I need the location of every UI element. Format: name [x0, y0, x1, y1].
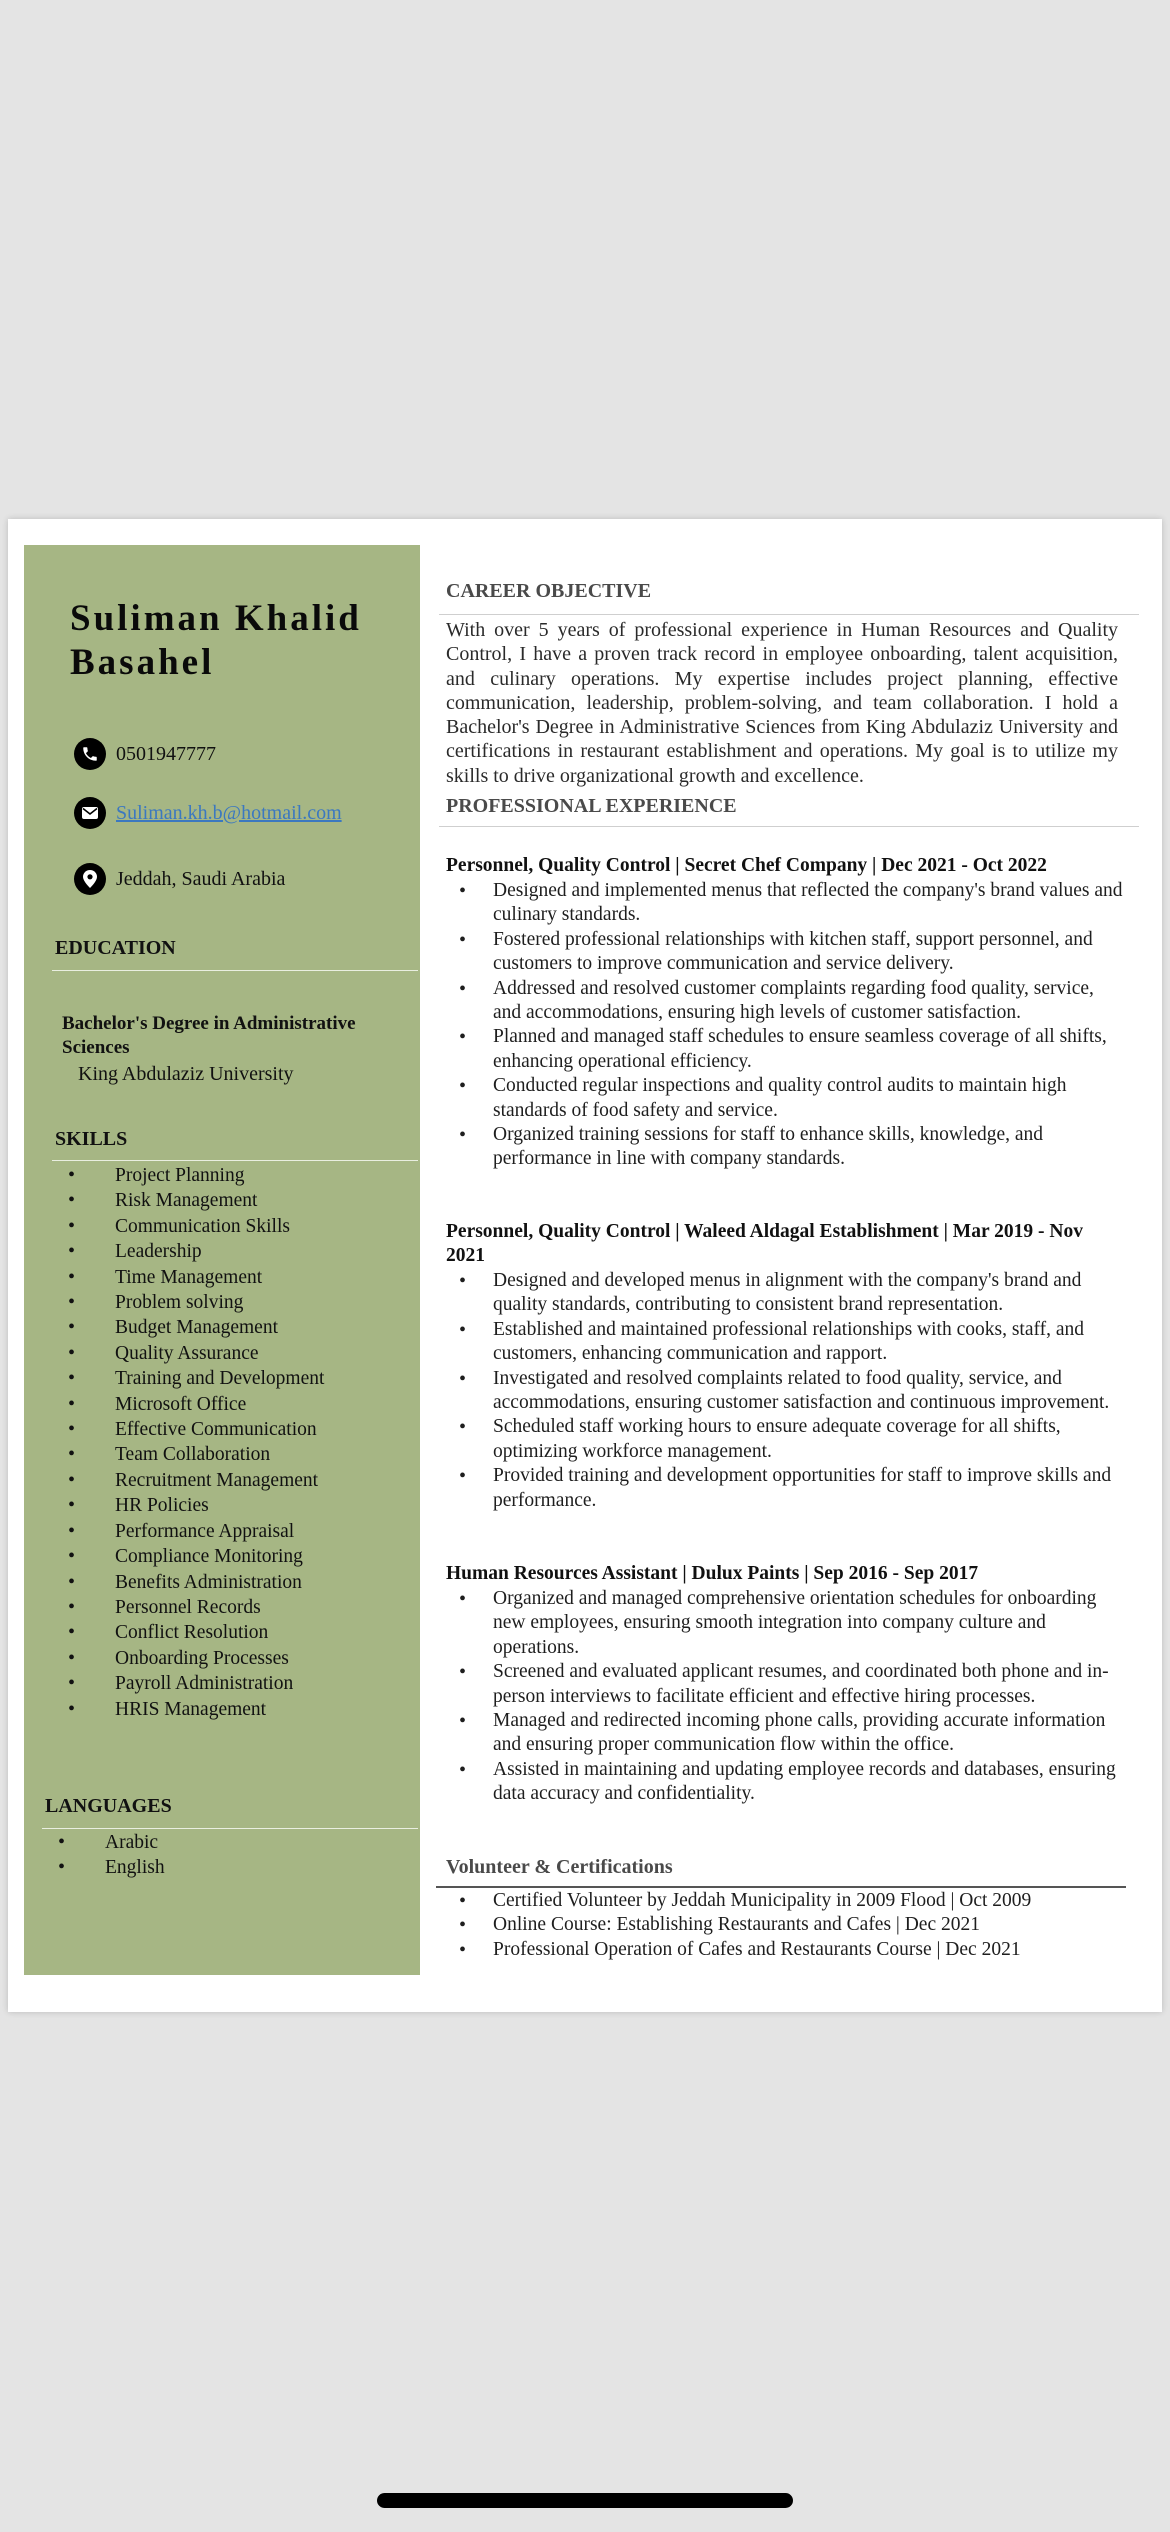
skills-heading: SKILLS [55, 1128, 128, 1150]
job-title: Human Resources Assistant | Dulux Paints | Sep 2016 - Sep 2017 [446, 1563, 979, 1584]
contact-phone [74, 738, 216, 770]
skill-item: • Compliance Monitoring [68, 1544, 324, 1569]
skill-item: • Problem solving [68, 1290, 324, 1315]
skill-item: • Payroll Administration [68, 1671, 324, 1696]
professional-experience-divider [439, 826, 1139, 827]
career-objective-heading: CAREER OBJECTIVE [446, 580, 652, 602]
job-bullet: • Provided training and development opportunities for staff to improve skills and performance. [446, 1464, 1126, 1513]
candidate-name: Suliman Khalid Basahel [70, 598, 362, 683]
email-link[interactable]: Suliman.kh.b@hotmail.com [116, 801, 342, 824]
map-pin-icon [74, 863, 106, 895]
job-bullet: • Organized and managed comprehensive orientation schedules for onboarding new employees, ensuring smooth integration into company culture and operations. [446, 1587, 1126, 1660]
language-item: • Arabic [58, 1830, 165, 1855]
skill-item: • HR Policies [68, 1493, 324, 1518]
job-bullets [446, 1269, 1126, 1513]
skill-item: • Team Collaboration [68, 1442, 324, 1467]
volunteer-divider [436, 1886, 1126, 1888]
languages-divider [42, 1828, 418, 1829]
job-bullets [446, 1587, 1126, 1807]
job-bullet: • Fostered professional relationships with kitchen staff, support personnel, and customers to improve communication and service delivery. [446, 928, 1126, 977]
skill-item: • Conflict Resolution [68, 1620, 324, 1645]
career-objective-text: With over 5 years of professional experience in Human Resources and Quality Control, I have a proven track record in employee onboarding, talent acquisition, and culinary operations. My expertise includes project planning, effective communication, leadership, problem-solving, and team collaboration. I hold a Bachelor's Degree in Administrative Sciences from King Abdulaziz University and certifications in restaurant establishment and operations. My goal is to utilize my skills to drive organizational growth and excellence. [446, 619, 1118, 787]
skill-item: • HRIS Management [68, 1697, 324, 1722]
skill-item: • Effective Communication [68, 1417, 324, 1442]
skills-list [68, 1163, 324, 1722]
phone-number: 0501947777 [116, 742, 216, 765]
job-bullet: • Organized training sessions for staff to enhance skills, knowledge, and performance in line with company standards. [446, 1123, 1126, 1172]
job-bullet: • Addressed and resolved customer complaints regarding food quality, service, and accommodations, ensuring high levels of customer satisfaction. [446, 977, 1126, 1026]
certification-item: • Professional Operation of Cafes and Restaurants Course | Dec 2021 [446, 1938, 1126, 1962]
education-heading: EDUCATION [55, 937, 176, 959]
skill-item: • Onboarding Processes [68, 1646, 324, 1671]
skill-item: • Training and Development [68, 1366, 324, 1391]
contact-email [74, 797, 342, 829]
volunteer-heading: Volunteer & Certifications [446, 1856, 673, 1878]
job-bullet: • Investigated and resolved complaints related to food quality, service, and accommodations, ensuring customer satisfaction and continuous improvement. [446, 1367, 1126, 1416]
language-item: • English [58, 1855, 165, 1880]
skill-item: • Benefits Administration [68, 1570, 324, 1595]
envelope-icon [74, 797, 106, 829]
location-text: Jeddah, Saudi Arabia [116, 867, 286, 890]
job-bullet: • Designed and developed menus in alignment with the company's brand and quality standards, contributing to consistent brand representation. [446, 1269, 1126, 1318]
volunteer-list [446, 1889, 1126, 1962]
job-bullet: • Established and maintained professional relationships with cooks, staff, and customers, enhancing communication and rapport. [446, 1318, 1126, 1367]
home-indicator[interactable] [377, 2493, 793, 2508]
skill-item: • Recruitment Management [68, 1468, 324, 1493]
job-bullet: • Managed and redirected incoming phone calls, providing accurate information and ensuring proper communication flow within the office. [446, 1709, 1126, 1758]
languages-heading: LANGUAGES [45, 1795, 172, 1817]
job-bullet: • Conducted regular inspections and quality control audits to maintain high standards of food safety and service. [446, 1074, 1126, 1123]
skill-item: • Leadership [68, 1239, 324, 1264]
phone-icon [74, 738, 106, 770]
sidebar [24, 545, 420, 1975]
job-bullets [446, 879, 1126, 1172]
job-bullet: • Scheduled staff working hours to ensure adequate coverage for all shifts, optimizing workforce management. [446, 1415, 1126, 1464]
certification-item: • Online Course: Establishing Restaurants and Cafes | Dec 2021 [446, 1913, 1126, 1937]
skills-divider [52, 1160, 418, 1161]
contact-location [74, 863, 285, 895]
education-degree: Bachelor's Degree in Administrative Sciences [62, 1013, 356, 1058]
skill-item: • Budget Management [68, 1315, 324, 1340]
job-title: Personnel, Quality Control | Waleed Aldagal Establishment | Mar 2019 - Nov 2021 [446, 1221, 1083, 1267]
skill-item: • Quality Assurance [68, 1341, 324, 1366]
skill-item: • Personnel Records [68, 1595, 324, 1620]
skill-item: • Time Management [68, 1265, 324, 1290]
professional-experience-heading: PROFESSIONAL EXPERIENCE [446, 795, 737, 817]
skill-item: • Project Planning [68, 1163, 324, 1188]
languages-list [58, 1830, 165, 1881]
job-bullet: • Screened and evaluated applicant resumes, and coordinated both phone and in-person interviews to facilitate efficient and effective hiring processes. [446, 1660, 1126, 1709]
certification-item: • Certified Volunteer by Jeddah Municipality in 2009 Flood | Oct 2009 [446, 1889, 1126, 1913]
skill-item: • Performance Appraisal [68, 1519, 324, 1544]
job-bullet: • Assisted in maintaining and updating employee records and databases, ensuring data accuracy and confidentiality. [446, 1758, 1126, 1807]
job-title: Personnel, Quality Control | Secret Chef Company | Dec 2021 - Oct 2022 [446, 855, 1047, 876]
career-objective-divider [439, 614, 1139, 615]
education-school: King Abdulaziz University [78, 1063, 294, 1085]
skill-item: • Communication Skills [68, 1214, 324, 1239]
job-bullet: • Planned and managed staff schedules to ensure seamless coverage of all shifts, enhancing operational efficiency. [446, 1025, 1126, 1074]
education-divider [52, 970, 418, 971]
skill-item: • Microsoft Office [68, 1392, 324, 1417]
skill-item: • Risk Management [68, 1188, 324, 1213]
resume-page [8, 519, 1162, 2012]
job-bullet: • Designed and implemented menus that reflected the company's brand values and culinary standards. [446, 879, 1126, 928]
